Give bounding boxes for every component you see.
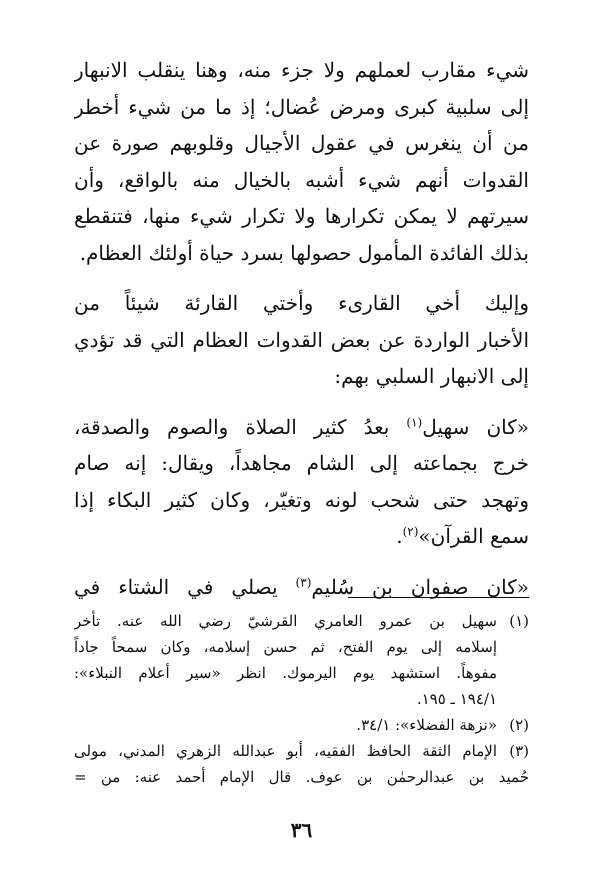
paragraph-4 (74, 569, 529, 606)
text-line: القدوات أنهم شيء أشبه بالخيال منه بالواقع، وأن (74, 167, 529, 192)
text-line: بذلك الفائدة المأمول حصولها بسرد حياة أولئك العظام. (79, 240, 529, 265)
text-line: وتهجد حتى شحب لونه وتغيّر، وكان كثير البكاء إذا (74, 487, 529, 512)
footnote-1 (74, 608, 529, 712)
text-span: . (396, 524, 403, 548)
footnote-separator (348, 597, 529, 598)
text-line: من أن ينغرس في عقول الأجيال وقلوبهم صورة عن (74, 131, 529, 155)
footnote-line: سهيل بن عمرو العامري القرشيّ رضي الله عنه. تأخر (74, 612, 497, 630)
footnote-line: «نزهة الفضلاء»: ٣٤/١. (356, 716, 497, 734)
paragraph-2 (74, 285, 529, 395)
footnote-3 (74, 738, 529, 764)
text-span: «كان سهيل (422, 414, 529, 439)
text-span: بعدُ كثير الصلاة والصوم والصدقة، (74, 414, 407, 439)
text-line: سيرتهم لا يمكن تكرارها ولا تكرار شيء منها، فتنقطع (74, 204, 529, 228)
text-line: الأخبار الواردة عن بعض القدوات العظام التي قد تؤدي (74, 327, 529, 352)
footnote-line: ١٩٤/١ ـ ١٩٥. (416, 690, 497, 708)
text-line: وإليك أخي القارىء وأختي القارئة شيئاً من (74, 291, 529, 315)
footnote-ref-1: (١) (406, 414, 423, 429)
text-line: خرج بجماعته إلى الشام مجاهداً، ويقال: إنه صام (74, 451, 529, 475)
text-span: يصلي في الشتاء في (74, 574, 296, 599)
footnote-body (74, 608, 497, 712)
paragraph-3 (74, 409, 529, 555)
footnote-2 (74, 712, 529, 738)
footnote-line: الإمام الثقة الحافظ الفقيه، أبو عبدالله الزهري المدني، مولى (74, 742, 497, 760)
footnotes (74, 608, 529, 790)
text-line: إلى سلبية كبرى ومرض عُضال؛ إذ ما من شيء أخطر (74, 94, 529, 119)
text-line (74, 409, 529, 446)
footnote-line: مفوهاً. استشهد يوم اليرموك. انظر «سير أعلام النبلاء»: (74, 664, 497, 682)
footnote-number: (١) (509, 612, 529, 630)
text-line: إلى الانبهار السلبي بهم: (334, 364, 529, 388)
footnote-continuation-line: حُميد بن عبدالرحمٰن بن عوف. قال الإمام أحمد عنه: من = (74, 768, 529, 786)
text-line: شيء مقارب لعملهم ولا جزء منه، وهنا ينقلب الانبهار (74, 58, 529, 82)
footnote-ref-3: (٣) (295, 574, 312, 589)
text-span: سمع القرآن» (418, 524, 529, 548)
text-line (74, 518, 529, 555)
footnote-body (74, 738, 497, 764)
main-text (74, 52, 529, 619)
footnote-number: (٢) (509, 716, 529, 734)
footnote-ref-2: (٢) (402, 524, 419, 539)
footnote-number: (٣) (509, 742, 529, 760)
text-span: «كان صفوان بن سُليم (311, 574, 529, 599)
footnote-body (74, 712, 497, 738)
page-number: ٣٦ (290, 818, 313, 842)
text-line (74, 569, 529, 606)
paragraph-1 (74, 52, 529, 271)
footnote-line: إسلامه إلى يوم الفتح، ثم حسن إسلامه، وكان سمحاً جاداً (74, 638, 497, 656)
